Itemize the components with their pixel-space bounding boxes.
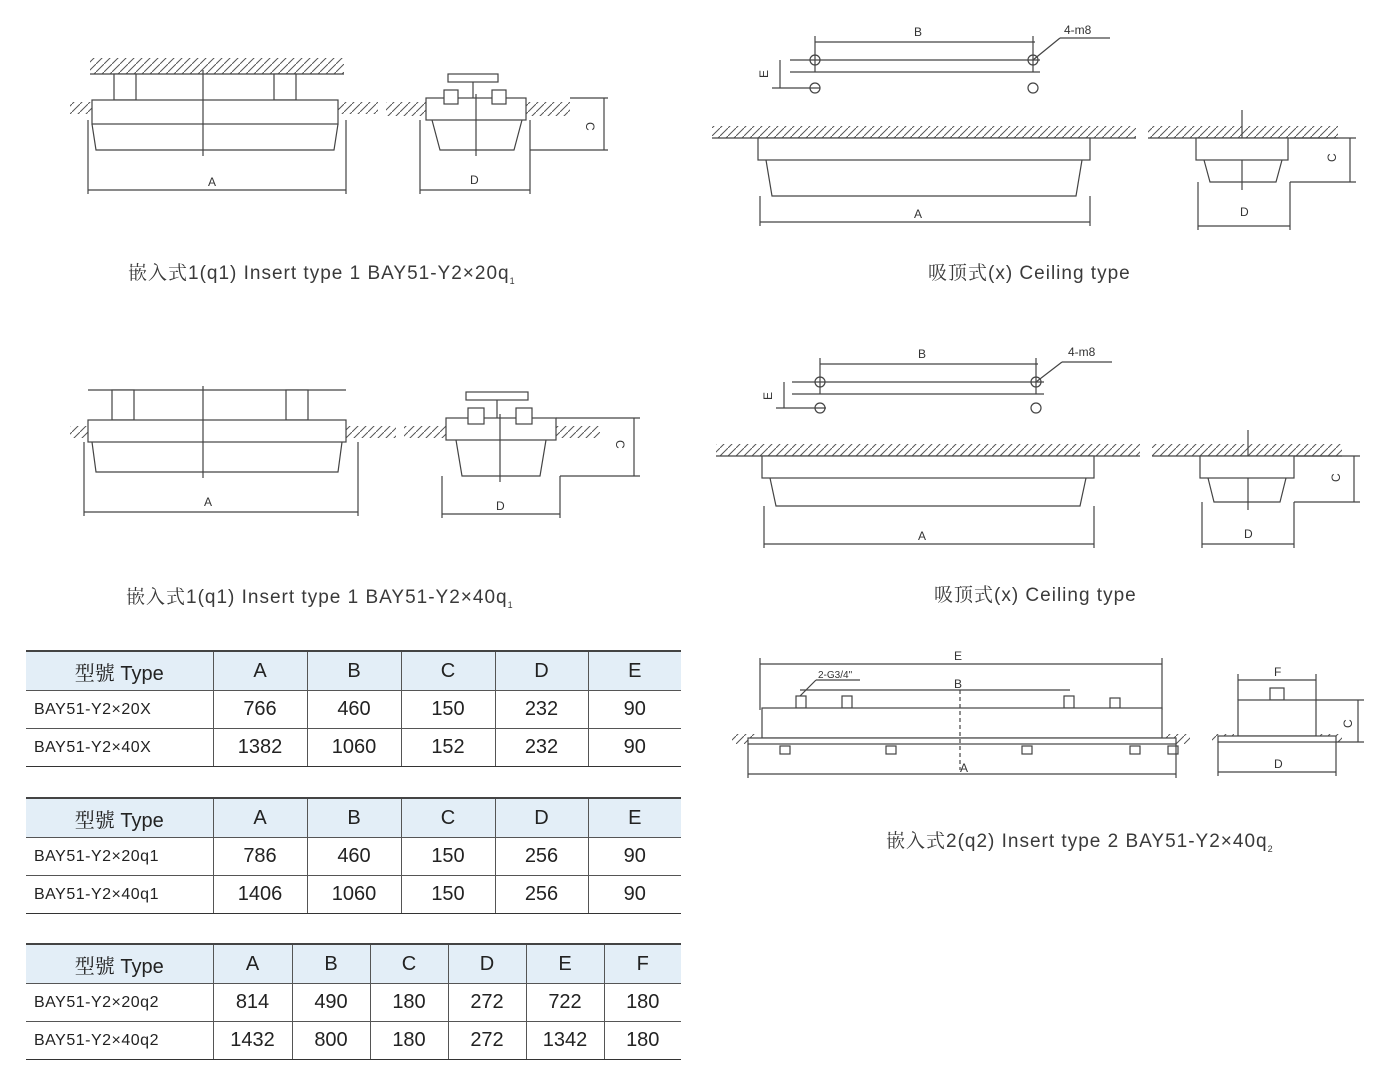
header-f: F — [604, 944, 681, 984]
cell-c: 150 — [401, 838, 495, 876]
cell-d: 272 — [448, 1022, 526, 1060]
cell-f: 180 — [604, 1022, 681, 1060]
header-a: A — [213, 944, 292, 984]
dim-c-label: C — [583, 122, 597, 131]
spec-table-ceiling — [26, 650, 681, 767]
dim-a-label: A — [208, 175, 217, 189]
dim-b-label: B — [914, 25, 923, 39]
cell-a: 766 — [213, 691, 307, 729]
cell-e: 90 — [588, 876, 681, 914]
cell-a: 814 — [213, 984, 292, 1022]
spec-table-insert2 — [26, 943, 681, 1060]
ceiling2-side-view — [1152, 430, 1360, 548]
dim-a-label: A — [960, 761, 969, 775]
caption-text: 吸顶式(x) Ceiling type — [928, 263, 1131, 284]
header-b: B — [292, 944, 370, 984]
cell-model: BAY51-Y2×20q1 — [26, 838, 213, 876]
caption-insert1-20 — [128, 258, 516, 286]
dim-d-label: D — [496, 499, 505, 513]
header-type: 型號 Type — [26, 798, 213, 838]
table-row — [26, 729, 681, 767]
caption-ceiling-2 — [934, 580, 1137, 607]
ceiling1-front-view — [712, 126, 1136, 226]
dim-a-label: A — [914, 207, 923, 221]
cell-model: BAY51-Y2×20X — [26, 691, 213, 729]
header-type: 型號 Type — [26, 651, 213, 691]
mount-holes-label: 4-m8 — [1068, 345, 1096, 359]
table-row — [26, 691, 681, 729]
header-c: C — [401, 798, 495, 838]
dim-d-label: D — [1244, 527, 1253, 541]
dim-a-label: A — [204, 495, 213, 509]
insert1-20-side-view — [386, 74, 608, 194]
spec-table-insert1 — [26, 797, 681, 914]
table-header-row — [26, 944, 681, 984]
ceiling2-front-view — [716, 444, 1140, 548]
header-d: D — [495, 798, 588, 838]
dim-c-label: C — [1325, 153, 1339, 162]
cell-a: 1406 — [213, 876, 307, 914]
cell-b: 490 — [292, 984, 370, 1022]
cell-a: 786 — [213, 838, 307, 876]
caption-text: 嵌入式1(q1) Insert type 1 BAY51-Y2×20q — [128, 263, 510, 284]
dim-d-label: D — [470, 173, 479, 187]
header-type: 型號 Type — [26, 944, 213, 984]
dim-e-label: E — [954, 649, 963, 663]
dim-a-label: A — [918, 529, 927, 543]
header-a: A — [213, 798, 307, 838]
insert2-front-view — [732, 658, 1190, 778]
cell-c: 180 — [370, 1022, 448, 1060]
caption-text: 嵌入式2(q2) Insert type 2 BAY51-Y2×40q — [886, 831, 1268, 852]
dim-f-label: F — [1274, 665, 1282, 679]
header-e: E — [588, 651, 681, 691]
header-a: A — [213, 651, 307, 691]
header-c: C — [401, 651, 495, 691]
table-row — [26, 1022, 681, 1060]
cell-f: 180 — [604, 984, 681, 1022]
caption-subscript: 2 — [1267, 843, 1274, 854]
table-row — [26, 838, 681, 876]
dim-c-label: C — [613, 440, 627, 449]
cell-d: 256 — [495, 876, 588, 914]
cell-c: 150 — [401, 876, 495, 914]
cell-c: 150 — [401, 691, 495, 729]
insert1-40-side-view — [404, 392, 640, 518]
header-d: D — [448, 944, 526, 984]
table-header-row — [26, 651, 681, 691]
cell-a: 1432 — [213, 1022, 292, 1060]
header-b: B — [307, 798, 401, 838]
header-e: E — [526, 944, 604, 984]
caption-text: 吸顶式(x) Ceiling type — [934, 585, 1137, 606]
ceiling2-plan-view — [776, 358, 1112, 413]
caption-insert1-40 — [126, 582, 514, 610]
cell-d: 232 — [495, 729, 588, 767]
cell-b: 1060 — [307, 729, 401, 767]
insert1-40-front-view — [70, 386, 396, 516]
conduit-label: 2-G3/4" — [818, 670, 853, 681]
table-row — [26, 876, 681, 914]
cell-e: 722 — [526, 984, 604, 1022]
cell-e: 90 — [588, 729, 681, 767]
table-row — [26, 984, 681, 1022]
header-c: C — [370, 944, 448, 984]
ceiling1-plan-view — [772, 36, 1110, 93]
cell-d: 256 — [495, 838, 588, 876]
caption-text: 嵌入式1(q1) Insert type 1 BAY51-Y2×40q — [126, 587, 508, 608]
cell-model: BAY51-Y2×20q2 — [26, 984, 213, 1022]
cell-b: 460 — [307, 691, 401, 729]
cell-model: BAY51-Y2×40q2 — [26, 1022, 213, 1060]
dim-c-label: C — [1341, 719, 1355, 728]
cell-d: 272 — [448, 984, 526, 1022]
dim-d-label: D — [1274, 757, 1283, 771]
cell-model: BAY51-Y2×40X — [26, 729, 213, 767]
cell-model: BAY51-Y2×40q1 — [26, 876, 213, 914]
dim-e-label: E — [761, 391, 775, 400]
mount-holes-label: 4-m8 — [1064, 23, 1092, 37]
cell-a: 1382 — [213, 729, 307, 767]
header-b: B — [307, 651, 401, 691]
dim-e-label: E — [757, 69, 771, 78]
dim-b-label: B — [954, 677, 963, 691]
cell-e: 90 — [588, 691, 681, 729]
caption-ceiling-1 — [928, 258, 1131, 285]
cell-b: 1060 — [307, 876, 401, 914]
cell-b: 460 — [307, 838, 401, 876]
cell-d: 232 — [495, 691, 588, 729]
cell-c: 152 — [401, 729, 495, 767]
cell-b: 800 — [292, 1022, 370, 1060]
dim-c-label: C — [1329, 473, 1343, 482]
header-d: D — [495, 651, 588, 691]
caption-subscript: 1 — [507, 599, 514, 610]
header-e: E — [588, 798, 681, 838]
insert1-20-front-view — [70, 58, 378, 194]
cell-e: 90 — [588, 838, 681, 876]
table-header-row — [26, 798, 681, 838]
dim-d-label: D — [1240, 205, 1249, 219]
dim-b-label: B — [918, 347, 927, 361]
caption-subscript: 1 — [509, 275, 516, 286]
caption-insert2-40 — [886, 826, 1274, 854]
cell-e: 1342 — [526, 1022, 604, 1060]
ceiling1-side-view — [1148, 110, 1356, 230]
cell-c: 180 — [370, 984, 448, 1022]
